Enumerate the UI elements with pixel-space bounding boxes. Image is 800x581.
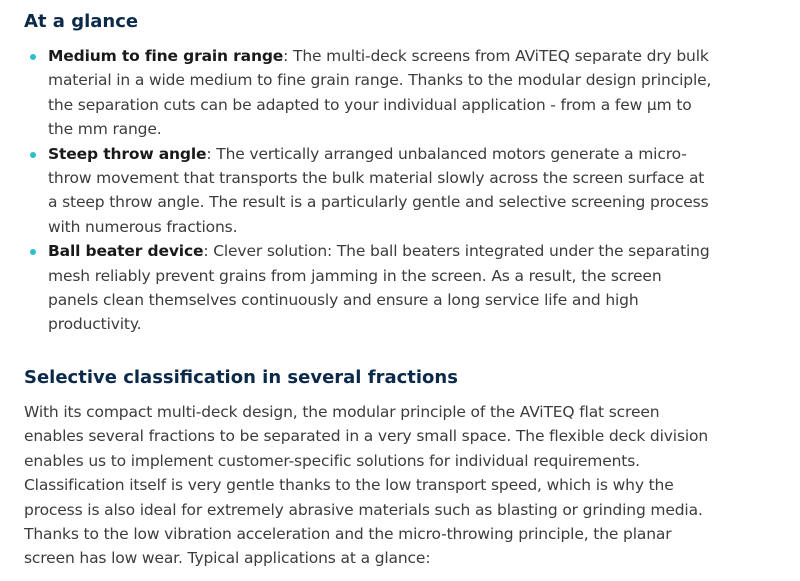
list-item <box>24 44 714 142</box>
list-item-title: Ball beater device <box>48 242 204 261</box>
list-item-title: Medium to fine grain range <box>48 47 284 65</box>
bullet-icon <box>30 54 36 60</box>
bullet-icon <box>30 249 36 255</box>
section-heading-at-a-glance: At a glance <box>24 11 139 32</box>
feature-list <box>24 44 714 337</box>
section-paragraph: With its compact multi-deck design, the modular principle of the AViTEQ flat screen enables several fractions to be separated in a very small space. The flexible deck division enables us to implement customer-specific solutions for individual requirements. Classification itself is very gentle thanks to the low transport speed, which is why the process is also ideal for extremely abrasive materials such as blasting or grinding media. Thanks to the low vibration acceleration and the micro-throwing principle, the planar screen has low wear. Typical applications at a glance: <box>24 403 709 568</box>
section-heading-selective-classification: Selective classification in several fractions <box>24 367 458 388</box>
list-item <box>24 142 714 240</box>
list-item-title: Steep throw angle <box>48 144 207 163</box>
bullet-icon <box>30 152 36 158</box>
list-item <box>24 239 714 337</box>
list-item-text: : The multi-deck screens from AViTEQ separate dry bulk material in a wide medium to fine grain range. Thanks to the modular design principle, the separation cuts can be adapted to your individual application - from a few µm to the mm range. <box>48 47 712 139</box>
list-item-text: : The vertically arranged unbalanced motors generate a micro-throw movement that transports the bulk material slowly across the screen surface at a steep throw angle. The result is a particularly gentle and selective screening process with numerous fractions. <box>48 144 709 236</box>
list-item-text: : Clever solution: The ball beaters integrated under the separating mesh reliably prevent grains from jamming in the screen. As a result, the screen panels clean themselves continuously and ensure a long service life and high productivity. <box>48 242 710 334</box>
